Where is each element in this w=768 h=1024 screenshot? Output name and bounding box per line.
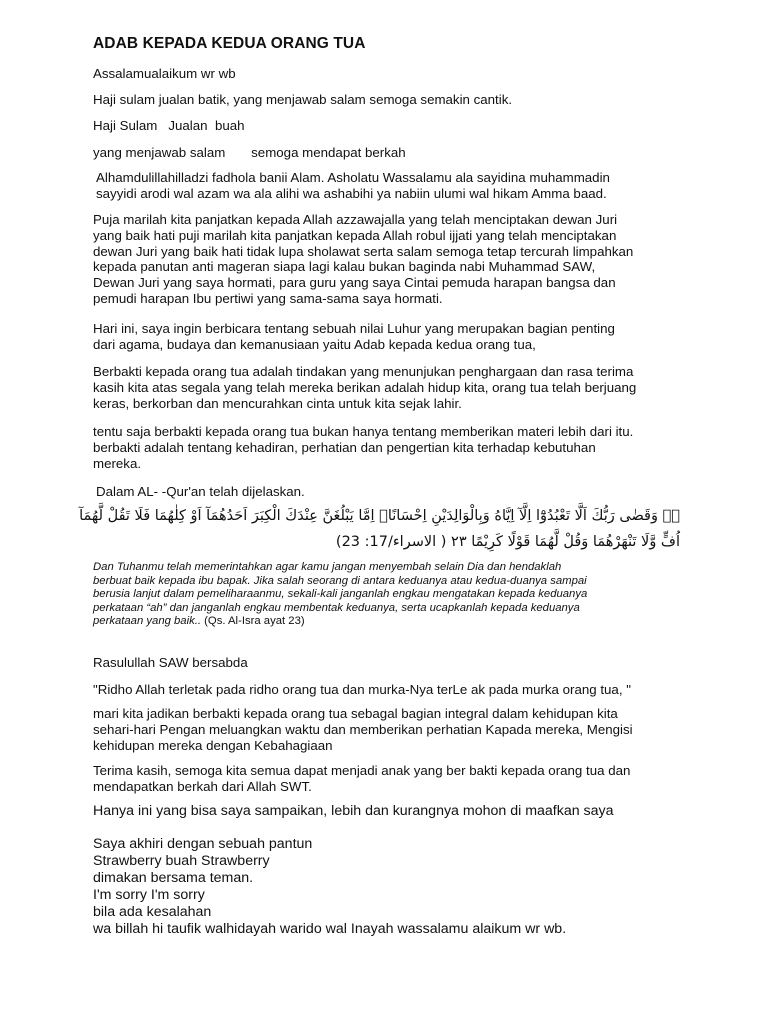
verse-reference: (Qs. Al-Isra ayat 23)	[201, 615, 305, 628]
puja-paragraph	[93, 212, 693, 307]
closing-apology: Hanya ini yang bisa saya sampaikan, lebih dan kurangnya mohon di maafkan saya	[93, 803, 614, 819]
verse-translation	[93, 561, 683, 629]
text-line: Alhamdulillahilladzi fadhola banii Alam. Asholatu Wassalamu ala sayidina muhammadin	[96, 170, 610, 185]
page-title: ADAB KEPADA KEDUA ORANG TUA	[93, 35, 366, 52]
text-line: Terima kasih, semoga kita semua dapat menjadi anak yang ber bakti kepada orang tua dan	[93, 763, 631, 778]
text-line: sehari-hari Pengan meluangkan waktu dan memberikan perhatian Kapada mereka, Mengisi	[93, 721, 633, 737]
text-line: mari kita jadikan berbakti kepada orang tua sebagal bagian integral dalam kehidupan kita	[93, 706, 618, 721]
pantun-line: bila ada kesalahan	[93, 904, 212, 920]
text-line: yang baik hati puji marilah kita panjatkan kepada Allah robul ijjati yang telah menciptakan	[93, 227, 617, 243]
translation-line: berbuat baik kepada ibu bapak. Jika salah seorang di antara keduanya atau kedua-duanya sampai	[93, 574, 587, 587]
text-line: Puja marilah kita panjatkan kepada Allah azzawajalla yang telah menciptakan dewan Juri	[93, 212, 618, 227]
text-line: Berbakti kepada orang tua adalah tindakan yang menunjukan penghargaan dan rasa terima	[93, 364, 634, 379]
pantun-line: Strawberry buah Strawberry	[93, 853, 270, 869]
text-line: berbakti adalah tentang kehadiran, perhatian dan pengertian kita terhadap kebutuhan	[93, 439, 596, 455]
text-line: tentu saja berbakti kepada orang tua bukan hanya tentang memberikan materi lebih dari itu.	[93, 424, 634, 439]
translation-last-line	[93, 615, 683, 629]
text-line: Dewan Juri yang saya hormati, para guru yang saya Cintai pemuda harapan bangsa dan	[93, 275, 616, 291]
translation-last-text: perkataan yang baik..	[93, 615, 202, 628]
translation-line: berusia lanjut dalam pemeliharaanmu, sekali-kali janganlah engkau mengatakan kepada keduanya	[93, 588, 588, 601]
greeting-paragraph: Assalamualaikum wr wb	[93, 66, 236, 81]
text-line: dari agama, budaya dan kemanusiaan yaitu Adab kepada kedua orang tua,	[93, 336, 536, 352]
text-line: keras, berkorban dan mencurahkan cinta untuk kita sejak lahir.	[93, 395, 462, 411]
opening-pantun-line-3: yang menjawab salam semoga mendapat berkah	[93, 145, 406, 160]
hadith-quote: "Ridho Allah terletak pada ridho orang tua dan murka-Nya terLe ak pada murka orang tua, "	[93, 682, 631, 697]
text-line: mendapatkan berkah dari Allah SWT.	[93, 778, 312, 794]
text-line: mereka.	[93, 455, 142, 471]
text-line: sayyidi arodi wal azam wa ala alihi wa ashabihi ya nabiin ulumi wal hikam Amma baad.	[96, 185, 607, 201]
hadith-intro: Rasulullah SAW bersabda	[93, 655, 248, 670]
tentu-paragraph	[93, 424, 693, 471]
pantun-line: I'm sorry I'm sorry	[93, 887, 205, 903]
text-line: pemudi harapan Ibu pertiwi yang sama-sama saya hormati.	[93, 290, 443, 306]
hari-ini-paragraph	[93, 321, 693, 353]
translation-line: Dan Tuhanmu telah memerintahkan agar kamu jangan menyembah selain Dia dan hendaklah	[93, 561, 562, 573]
alhamdu-paragraph	[93, 170, 696, 202]
mari-paragraph	[93, 706, 693, 753]
pantun-line: Saya akhiri dengan sebuah pantun	[93, 836, 313, 852]
opening-pantun-line-2: Haji Sulam Jualan buah	[93, 118, 245, 133]
text-line: dewan Juri yang baik hati tidak lupa sholawat serta salam semoga tetap tercurah limpahkan	[93, 243, 634, 259]
text-line: kehidupan mereka dengan Kebahagiaan	[93, 737, 333, 753]
text-line: Hari ini, saya ingin berbicara tentang sebuah nilai Luhur yang merupakan bagian penting	[93, 321, 615, 336]
text-line: kepada panutan anti mageran siapa lagi kalau bukan baginda nabi Muhammad SAW,	[93, 259, 596, 275]
arabic-line: ﴿۞ وَقَضٰى رَبُّكَ اَلَّا تَعْبُدُوْٓا اِلَّآ اِيَّاهُ وَبِالْوَالِدَيْنِ اِحْسَانًاۗ اِمَّا يَبْلُغَنَّ عِنْدَكَ الْكِبَرَ اَحَدُهُمَآ اَوْ كِلٰهُمَا فَلَا تَقُلْ لَّهُمَآ	[79, 508, 680, 524]
text-line: kasih kita atas segala yang telah mereka berikan adalah hidup kita, orang tua telah berjuang	[93, 379, 637, 395]
translation-line: perkataan “ah” dan janganlah engkau membentak keduanya, serta ucapkanlah kepada keduanya	[93, 601, 580, 614]
quran-intro: Dalam AL- -Qur'an telah dijelaskan.	[96, 484, 305, 499]
terima-kasih-paragraph	[93, 763, 693, 795]
berbakti-paragraph	[93, 364, 693, 411]
arabic-line: اُفٍّ وَّلَا تَنْهَرْهُمَا وَقُلْ لَّهُمَا قَوْلًا كَرِيْمًا ٢٣ ( الاسراء/17: 23)	[335, 534, 680, 550]
opening-pantun-line-1: Haji sulam jualan batik, yang menjawab salam semoga semakin cantik.	[93, 92, 513, 107]
pantun-line: dimakan bersama teman.	[93, 870, 254, 886]
closing-pantun	[93, 836, 693, 938]
quran-verse-arabic	[79, 503, 680, 555]
pantun-line: wa billah hi taufik walhidayah warido wal Inayah wassalamu alaikum wr wb.	[93, 921, 567, 937]
